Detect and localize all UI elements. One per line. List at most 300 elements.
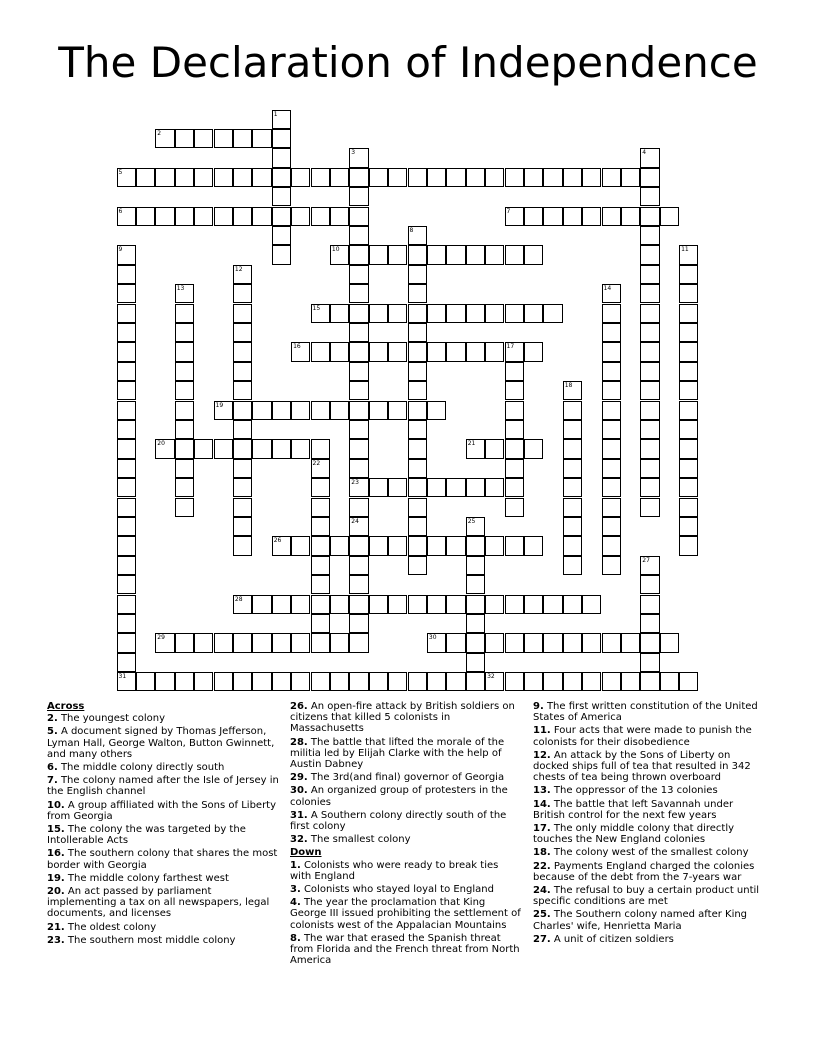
grid-cell[interactable] <box>388 245 407 264</box>
grid-cell[interactable] <box>291 536 310 555</box>
grid-cell[interactable] <box>446 633 465 652</box>
grid-cell[interactable] <box>640 284 659 303</box>
grid-cell[interactable] <box>272 129 291 148</box>
grid-cell[interactable] <box>388 304 407 323</box>
grid-cell[interactable] <box>466 245 485 264</box>
grid-cell[interactable] <box>408 362 427 381</box>
grid-cell[interactable] <box>563 401 582 420</box>
grid-cell[interactable] <box>640 207 659 226</box>
grid-cell[interactable] <box>349 478 368 497</box>
grid-cell[interactable] <box>427 536 446 555</box>
grid-cell[interactable] <box>349 381 368 400</box>
grid-cell[interactable] <box>388 672 407 691</box>
grid-cell[interactable] <box>563 207 582 226</box>
grid-cell[interactable] <box>233 168 252 187</box>
grid-cell[interactable] <box>272 110 291 129</box>
grid-cell[interactable] <box>233 420 252 439</box>
grid-cell[interactable] <box>543 633 562 652</box>
grid-cell[interactable] <box>233 129 252 148</box>
grid-cell[interactable] <box>117 536 136 555</box>
grid-cell[interactable] <box>563 420 582 439</box>
grid-cell[interactable] <box>136 168 155 187</box>
grid-cell[interactable] <box>233 323 252 342</box>
grid-cell[interactable] <box>524 439 543 458</box>
grid-cell[interactable] <box>117 304 136 323</box>
grid-cell[interactable] <box>466 439 485 458</box>
grid-cell[interactable] <box>252 672 271 691</box>
grid-cell[interactable] <box>582 672 601 691</box>
grid-cell[interactable] <box>524 304 543 323</box>
grid-cell[interactable] <box>311 672 330 691</box>
grid-cell[interactable] <box>369 672 388 691</box>
grid-cell[interactable] <box>155 207 174 226</box>
grid-cell[interactable] <box>117 439 136 458</box>
grid-cell[interactable] <box>485 595 504 614</box>
grid-cell[interactable] <box>311 439 330 458</box>
grid-cell[interactable] <box>233 207 252 226</box>
grid-cell[interactable] <box>446 595 465 614</box>
grid-cell[interactable] <box>446 342 465 361</box>
grid-cell[interactable] <box>524 207 543 226</box>
grid-cell[interactable] <box>214 633 233 652</box>
grid-cell[interactable] <box>117 575 136 594</box>
grid-cell[interactable] <box>543 595 562 614</box>
grid-cell[interactable] <box>563 381 582 400</box>
grid-cell[interactable] <box>272 207 291 226</box>
grid-cell[interactable] <box>602 323 621 342</box>
grid-cell[interactable] <box>679 478 698 497</box>
grid-cell[interactable] <box>505 401 524 420</box>
grid-cell[interactable] <box>311 556 330 575</box>
grid-cell[interactable] <box>524 595 543 614</box>
grid-cell[interactable] <box>194 672 213 691</box>
grid-cell[interactable] <box>640 633 659 652</box>
grid-cell[interactable] <box>175 672 194 691</box>
grid-cell[interactable] <box>640 168 659 187</box>
grid-cell[interactable] <box>679 323 698 342</box>
grid-cell[interactable] <box>679 420 698 439</box>
grid-cell[interactable] <box>408 304 427 323</box>
grid-cell[interactable] <box>117 207 136 226</box>
grid-cell[interactable] <box>408 323 427 342</box>
grid-cell[interactable] <box>408 420 427 439</box>
grid-cell[interactable] <box>621 207 640 226</box>
grid-cell[interactable] <box>640 381 659 400</box>
grid-cell[interactable] <box>466 653 485 672</box>
grid-cell[interactable] <box>175 381 194 400</box>
grid-cell[interactable] <box>233 633 252 652</box>
grid-cell[interactable] <box>505 381 524 400</box>
grid-cell[interactable] <box>214 672 233 691</box>
grid-cell[interactable] <box>679 381 698 400</box>
grid-cell[interactable] <box>233 459 252 478</box>
grid-cell[interactable] <box>311 478 330 497</box>
grid-cell[interactable] <box>466 536 485 555</box>
grid-cell[interactable] <box>369 478 388 497</box>
grid-cell[interactable] <box>505 536 524 555</box>
grid-cell[interactable] <box>446 672 465 691</box>
grid-cell[interactable] <box>408 672 427 691</box>
grid-cell[interactable] <box>369 304 388 323</box>
grid-cell[interactable] <box>369 401 388 420</box>
grid-cell[interactable] <box>640 245 659 264</box>
grid-cell[interactable] <box>505 633 524 652</box>
grid-cell[interactable] <box>311 342 330 361</box>
grid-cell[interactable] <box>602 304 621 323</box>
grid-cell[interactable] <box>175 323 194 342</box>
grid-cell[interactable] <box>117 595 136 614</box>
grid-cell[interactable] <box>602 536 621 555</box>
grid-cell[interactable] <box>349 498 368 517</box>
grid-cell[interactable] <box>272 439 291 458</box>
grid-cell[interactable] <box>679 401 698 420</box>
grid-cell[interactable] <box>640 672 659 691</box>
grid-cell[interactable] <box>388 536 407 555</box>
grid-cell[interactable] <box>272 148 291 167</box>
grid-cell[interactable] <box>117 323 136 342</box>
grid-cell[interactable] <box>679 439 698 458</box>
grid-cell[interactable] <box>408 517 427 536</box>
grid-cell[interactable] <box>291 439 310 458</box>
grid-cell[interactable] <box>388 478 407 497</box>
grid-cell[interactable] <box>602 633 621 652</box>
grid-cell[interactable] <box>640 148 659 167</box>
grid-cell[interactable] <box>369 536 388 555</box>
grid-cell[interactable] <box>388 168 407 187</box>
grid-cell[interactable] <box>505 420 524 439</box>
grid-cell[interactable] <box>233 517 252 536</box>
grid-cell[interactable] <box>291 342 310 361</box>
grid-cell[interactable] <box>602 672 621 691</box>
grid-cell[interactable] <box>524 672 543 691</box>
grid-cell[interactable] <box>505 439 524 458</box>
grid-cell[interactable] <box>388 342 407 361</box>
grid-cell[interactable] <box>485 633 504 652</box>
grid-cell[interactable] <box>602 556 621 575</box>
grid-cell[interactable] <box>311 304 330 323</box>
grid-cell[interactable] <box>233 284 252 303</box>
grid-cell[interactable] <box>349 556 368 575</box>
grid-cell[interactable] <box>155 168 174 187</box>
grid-cell[interactable] <box>427 304 446 323</box>
grid-cell[interactable] <box>252 401 271 420</box>
grid-cell[interactable] <box>524 536 543 555</box>
grid-cell[interactable] <box>408 245 427 264</box>
grid-cell[interactable] <box>349 614 368 633</box>
grid-cell[interactable] <box>505 498 524 517</box>
grid-cell[interactable] <box>252 168 271 187</box>
grid-cell[interactable] <box>408 226 427 245</box>
grid-cell[interactable] <box>117 498 136 517</box>
grid-cell[interactable] <box>349 226 368 245</box>
grid-cell[interactable] <box>117 401 136 420</box>
grid-cell[interactable] <box>640 401 659 420</box>
grid-cell[interactable] <box>621 633 640 652</box>
grid-cell[interactable] <box>563 498 582 517</box>
grid-cell[interactable] <box>330 401 349 420</box>
grid-cell[interactable] <box>640 304 659 323</box>
grid-cell[interactable] <box>349 148 368 167</box>
grid-cell[interactable] <box>679 304 698 323</box>
grid-cell[interactable] <box>602 439 621 458</box>
grid-cell[interactable] <box>485 536 504 555</box>
grid-cell[interactable] <box>311 595 330 614</box>
grid-cell[interactable] <box>369 342 388 361</box>
grid-cell[interactable] <box>408 168 427 187</box>
grid-cell[interactable] <box>349 439 368 458</box>
grid-cell[interactable] <box>427 478 446 497</box>
grid-cell[interactable] <box>311 207 330 226</box>
grid-cell[interactable] <box>602 401 621 420</box>
grid-cell[interactable] <box>175 284 194 303</box>
grid-cell[interactable] <box>349 362 368 381</box>
grid-cell[interactable] <box>155 633 174 652</box>
grid-cell[interactable] <box>330 595 349 614</box>
grid-cell[interactable] <box>640 420 659 439</box>
grid-cell[interactable] <box>602 362 621 381</box>
grid-cell[interactable] <box>252 129 271 148</box>
grid-cell[interactable] <box>233 498 252 517</box>
grid-cell[interactable] <box>349 168 368 187</box>
grid-cell[interactable] <box>272 187 291 206</box>
grid-cell[interactable] <box>408 459 427 478</box>
grid-cell[interactable] <box>117 614 136 633</box>
grid-cell[interactable] <box>272 168 291 187</box>
grid-cell[interactable] <box>505 459 524 478</box>
grid-cell[interactable] <box>408 265 427 284</box>
grid-cell[interactable] <box>349 207 368 226</box>
grid-cell[interactable] <box>563 536 582 555</box>
grid-cell[interactable] <box>194 129 213 148</box>
grid-cell[interactable] <box>175 207 194 226</box>
grid-cell[interactable] <box>427 168 446 187</box>
grid-cell[interactable] <box>117 517 136 536</box>
grid-cell[interactable] <box>505 245 524 264</box>
grid-cell[interactable] <box>602 168 621 187</box>
grid-cell[interactable] <box>640 653 659 672</box>
grid-cell[interactable] <box>427 401 446 420</box>
grid-cell[interactable] <box>543 168 562 187</box>
grid-cell[interactable] <box>427 342 446 361</box>
grid-cell[interactable] <box>466 556 485 575</box>
grid-cell[interactable] <box>466 517 485 536</box>
grid-cell[interactable] <box>466 595 485 614</box>
grid-cell[interactable] <box>446 168 465 187</box>
grid-cell[interactable] <box>679 536 698 555</box>
grid-cell[interactable] <box>311 517 330 536</box>
grid-cell[interactable] <box>621 672 640 691</box>
grid-cell[interactable] <box>175 459 194 478</box>
grid-cell[interactable] <box>291 595 310 614</box>
grid-cell[interactable] <box>175 478 194 497</box>
grid-cell[interactable] <box>485 245 504 264</box>
grid-cell[interactable] <box>117 478 136 497</box>
grid-cell[interactable] <box>349 536 368 555</box>
grid-cell[interactable] <box>505 362 524 381</box>
grid-cell[interactable] <box>563 595 582 614</box>
grid-cell[interactable] <box>563 459 582 478</box>
grid-cell[interactable] <box>602 420 621 439</box>
grid-cell[interactable] <box>446 478 465 497</box>
grid-cell[interactable] <box>117 342 136 361</box>
grid-cell[interactable] <box>640 439 659 458</box>
grid-cell[interactable] <box>311 536 330 555</box>
grid-cell[interactable] <box>233 342 252 361</box>
grid-cell[interactable] <box>117 420 136 439</box>
grid-cell[interactable] <box>311 614 330 633</box>
grid-cell[interactable] <box>117 381 136 400</box>
grid-cell[interactable] <box>117 672 136 691</box>
grid-cell[interactable] <box>446 536 465 555</box>
grid-cell[interactable] <box>679 459 698 478</box>
grid-cell[interactable] <box>136 207 155 226</box>
grid-cell[interactable] <box>563 478 582 497</box>
grid-cell[interactable] <box>640 362 659 381</box>
grid-cell[interactable] <box>330 672 349 691</box>
grid-cell[interactable] <box>175 401 194 420</box>
grid-cell[interactable] <box>640 265 659 284</box>
grid-cell[interactable] <box>679 342 698 361</box>
grid-cell[interactable] <box>349 595 368 614</box>
grid-cell[interactable] <box>117 245 136 264</box>
grid-cell[interactable] <box>291 207 310 226</box>
grid-cell[interactable] <box>252 595 271 614</box>
grid-cell[interactable] <box>330 245 349 264</box>
grid-cell[interactable] <box>272 633 291 652</box>
grid-cell[interactable] <box>291 672 310 691</box>
grid-cell[interactable] <box>194 633 213 652</box>
grid-cell[interactable] <box>117 168 136 187</box>
grid-cell[interactable] <box>330 207 349 226</box>
grid-cell[interactable] <box>155 439 174 458</box>
grid-cell[interactable] <box>233 536 252 555</box>
grid-cell[interactable] <box>466 478 485 497</box>
grid-cell[interactable] <box>408 284 427 303</box>
grid-cell[interactable] <box>349 517 368 536</box>
grid-cell[interactable] <box>408 478 427 497</box>
grid-cell[interactable] <box>640 342 659 361</box>
grid-cell[interactable] <box>117 265 136 284</box>
grid-cell[interactable] <box>602 478 621 497</box>
grid-cell[interactable] <box>349 633 368 652</box>
grid-cell[interactable] <box>311 459 330 478</box>
grid-cell[interactable] <box>679 517 698 536</box>
grid-cell[interactable] <box>214 401 233 420</box>
grid-cell[interactable] <box>505 672 524 691</box>
grid-cell[interactable] <box>408 498 427 517</box>
grid-cell[interactable] <box>640 575 659 594</box>
grid-cell[interactable] <box>311 633 330 652</box>
grid-cell[interactable] <box>311 168 330 187</box>
grid-cell[interactable] <box>349 187 368 206</box>
grid-cell[interactable] <box>485 342 504 361</box>
grid-cell[interactable] <box>117 362 136 381</box>
grid-cell[interactable] <box>485 304 504 323</box>
grid-cell[interactable] <box>252 633 271 652</box>
grid-cell[interactable] <box>311 575 330 594</box>
grid-cell[interactable] <box>485 439 504 458</box>
grid-cell[interactable] <box>679 362 698 381</box>
grid-cell[interactable] <box>311 401 330 420</box>
grid-cell[interactable] <box>272 672 291 691</box>
grid-cell[interactable] <box>252 439 271 458</box>
grid-cell[interactable] <box>427 672 446 691</box>
grid-cell[interactable] <box>349 575 368 594</box>
grid-cell[interactable] <box>563 556 582 575</box>
grid-cell[interactable] <box>194 207 213 226</box>
grid-cell[interactable] <box>252 207 271 226</box>
grid-cell[interactable] <box>640 323 659 342</box>
grid-cell[interactable] <box>485 478 504 497</box>
grid-cell[interactable] <box>640 187 659 206</box>
grid-cell[interactable] <box>466 633 485 652</box>
grid-cell[interactable] <box>369 595 388 614</box>
grid-cell[interactable] <box>175 304 194 323</box>
grid-cell[interactable] <box>466 614 485 633</box>
grid-cell[interactable] <box>233 381 252 400</box>
grid-cell[interactable] <box>349 401 368 420</box>
grid-cell[interactable] <box>330 342 349 361</box>
grid-cell[interactable] <box>408 556 427 575</box>
grid-cell[interactable] <box>233 362 252 381</box>
grid-cell[interactable] <box>524 633 543 652</box>
grid-cell[interactable] <box>660 207 679 226</box>
grid-cell[interactable] <box>679 284 698 303</box>
grid-cell[interactable] <box>563 168 582 187</box>
grid-cell[interactable] <box>660 672 679 691</box>
grid-cell[interactable] <box>543 672 562 691</box>
grid-cell[interactable] <box>214 168 233 187</box>
grid-cell[interactable] <box>369 168 388 187</box>
grid-cell[interactable] <box>582 633 601 652</box>
grid-cell[interactable] <box>602 284 621 303</box>
grid-cell[interactable] <box>563 633 582 652</box>
grid-cell[interactable] <box>408 342 427 361</box>
grid-cell[interactable] <box>291 168 310 187</box>
grid-cell[interactable] <box>272 245 291 264</box>
grid-cell[interactable] <box>602 342 621 361</box>
grid-cell[interactable] <box>466 575 485 594</box>
grid-cell[interactable] <box>679 245 698 264</box>
grid-cell[interactable] <box>505 478 524 497</box>
grid-cell[interactable] <box>175 498 194 517</box>
grid-cell[interactable] <box>349 245 368 264</box>
grid-cell[interactable] <box>233 595 252 614</box>
grid-cell[interactable] <box>117 284 136 303</box>
grid-cell[interactable] <box>408 401 427 420</box>
grid-cell[interactable] <box>175 362 194 381</box>
grid-cell[interactable] <box>466 672 485 691</box>
grid-cell[interactable] <box>621 168 640 187</box>
grid-cell[interactable] <box>602 381 621 400</box>
grid-cell[interactable] <box>349 323 368 342</box>
grid-cell[interactable] <box>466 304 485 323</box>
grid-cell[interactable] <box>640 498 659 517</box>
grid-cell[interactable] <box>640 614 659 633</box>
grid-cell[interactable] <box>117 653 136 672</box>
grid-cell[interactable] <box>330 536 349 555</box>
grid-cell[interactable] <box>505 342 524 361</box>
grid-cell[interactable] <box>214 207 233 226</box>
grid-cell[interactable] <box>311 498 330 517</box>
grid-cell[interactable] <box>233 401 252 420</box>
grid-cell[interactable] <box>117 459 136 478</box>
grid-cell[interactable] <box>582 168 601 187</box>
grid-cell[interactable] <box>427 633 446 652</box>
grid-cell[interactable] <box>524 168 543 187</box>
grid-cell[interactable] <box>233 672 252 691</box>
grid-cell[interactable] <box>543 304 562 323</box>
